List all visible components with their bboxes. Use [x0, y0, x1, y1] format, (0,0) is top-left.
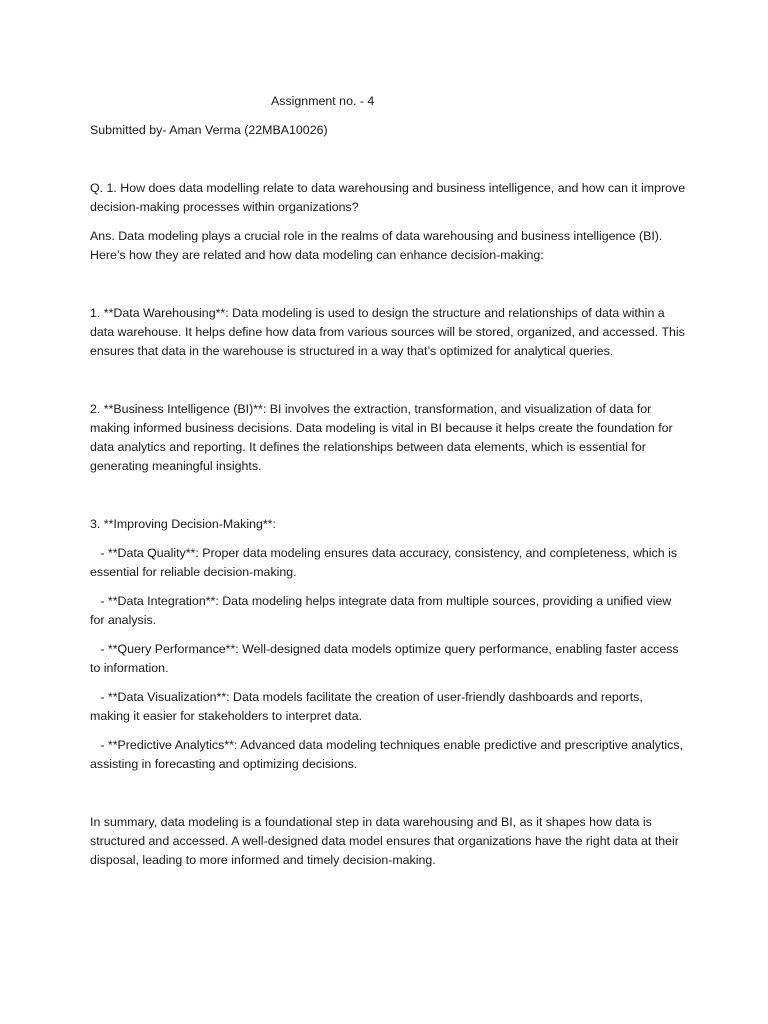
- sub-point-data-quality: - **Data Quality**: Proper data modeling ensures data accuracy, consistency, and completeness, which is essential for reliable decision-making.: [90, 546, 681, 579]
- sub-point-predictive-analytics: - **Predictive Analytics**: Advanced data modeling techniques enable predictive and prescriptive analytics, assisting in forecasting and optimizing decisions.: [90, 738, 687, 771]
- point-improving-decision-making: 3. **Improving Decision-Making**:: [90, 517, 276, 531]
- document-title: Assignment no. - 4: [271, 94, 375, 108]
- point-business-intelligence: 2. **Business Intelligence (BI)**: BI involves the extraction, transformation, and visualization of data for making informed business decisions. Data modeling is vital in BI because it helps create the foundation for data analytics and reporting. It defines the relationships between data elements, which is essential for generating meaningful insights.: [90, 402, 677, 473]
- document-page: [90, 92, 689, 870]
- sub-point-data-visualization: - **Data Visualization**: Data models facilitate the creation of user-friendly dashboards and reports, making it easier for stakeholders to interpret data.: [90, 690, 647, 723]
- answer-intro: Ans. Data modeling plays a crucial role in the realms of data warehousing and business intelligence (BI). Here’s how they are related and how data modeling can enhance decision-making:: [90, 229, 666, 262]
- summary-paragraph: In summary, data modeling is a foundational step in data warehousing and BI, as it shapes how data is structured and accessed. A well-designed data model ensures that organizations have the right data at their disposal, leading to more informed and timely decision-making.: [90, 815, 683, 867]
- question-text: Q. 1. How does data modelling relate to data warehousing and business intelligence, and how can it improve decision-making processes within organizations?: [90, 181, 689, 214]
- submitted-by: Submitted by- Aman Verma (22MBA10026): [90, 123, 328, 137]
- sub-point-data-integration: - **Data Integration**: Data modeling helps integrate data from multiple sources, providing a unified view for analysis.: [90, 594, 675, 627]
- sub-point-list: [90, 544, 686, 774]
- point-data-warehousing: 1. **Data Warehousing**: Data modeling is used to design the structure and relationships of data within a data warehouse. It helps define how data from various sources will be stored, organized, and accessed. This ensures that data in the warehouse is structured in a way that’s optimized for analytical queries.: [90, 306, 689, 358]
- sub-point-query-performance: - **Query Performance**: Well-designed data models optimize query performance, enabling faster access to information.: [90, 642, 683, 675]
